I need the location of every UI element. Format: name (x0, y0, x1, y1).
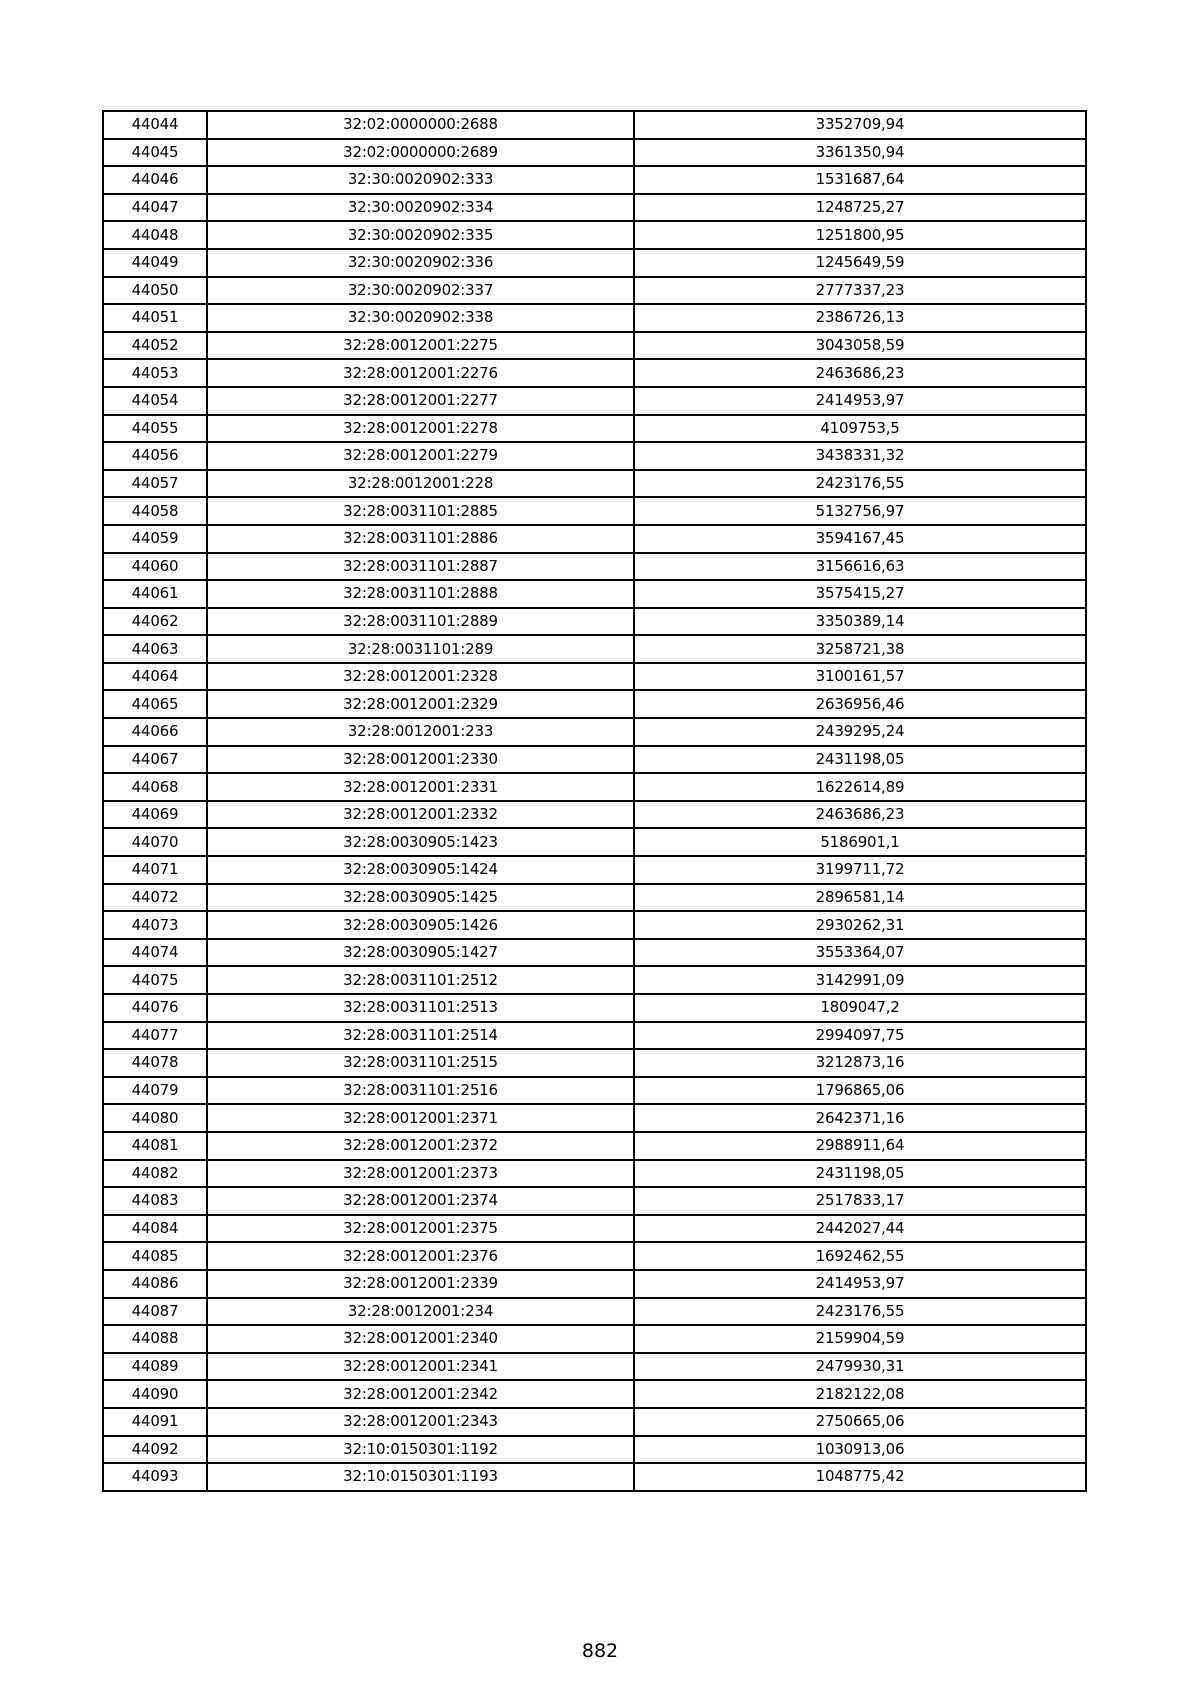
row-number-cell: 44080 (103, 1104, 207, 1132)
cadastral-number-cell: 32:30:0020902:333 (207, 166, 634, 194)
table-row (103, 608, 1086, 636)
cadastral-number-cell: 32:28:0031101:2515 (207, 1049, 634, 1077)
table-row (103, 249, 1086, 277)
row-number-cell: 44044 (103, 111, 207, 139)
table-row (103, 415, 1086, 443)
value-cell: 3199711,72 (634, 856, 1086, 884)
value-cell: 2431198,05 (634, 1160, 1086, 1188)
cadastral-number-cell: 32:28:0012001:2374 (207, 1187, 634, 1215)
value-cell: 5186901,1 (634, 828, 1086, 856)
value-cell: 2930262,31 (634, 911, 1086, 939)
row-number-cell: 44067 (103, 746, 207, 774)
table-body (103, 111, 1086, 1491)
row-number-cell: 44059 (103, 525, 207, 553)
cadastral-number-cell: 32:28:0012001:2376 (207, 1242, 634, 1270)
row-number-cell: 44045 (103, 139, 207, 167)
row-number-cell: 44056 (103, 442, 207, 470)
cadastral-number-cell: 32:28:0031101:2512 (207, 966, 634, 994)
table-row (103, 635, 1086, 663)
table-row (103, 746, 1086, 774)
cadastral-number-cell: 32:28:0012001:2329 (207, 690, 634, 718)
table-row (103, 911, 1086, 939)
cadastral-number-cell: 32:28:0030905:1427 (207, 939, 634, 967)
page-number: 882 (581, 1640, 619, 1662)
table-row (103, 856, 1086, 884)
row-number-cell: 44057 (103, 470, 207, 498)
cadastral-number-cell: 32:28:0012001:2276 (207, 359, 634, 387)
cadastral-number-cell: 32:28:0012001:2330 (207, 746, 634, 774)
cadastral-number-cell: 32:28:0012001:2371 (207, 1104, 634, 1132)
table-row (103, 1353, 1086, 1381)
cadastral-number-cell: 32:28:0012001:228 (207, 470, 634, 498)
row-number-cell: 44077 (103, 1022, 207, 1050)
table-row (103, 1187, 1086, 1215)
cadastral-number-cell: 32:28:0012001:234 (207, 1298, 634, 1326)
table-row (103, 387, 1086, 415)
cadastral-number-cell: 32:28:0012001:2279 (207, 442, 634, 470)
value-cell: 4109753,5 (634, 415, 1086, 443)
value-cell: 3156616,63 (634, 553, 1086, 581)
row-number-cell: 44078 (103, 1049, 207, 1077)
row-number-cell: 44064 (103, 663, 207, 691)
value-cell: 2777337,23 (634, 277, 1086, 305)
table-row (103, 1160, 1086, 1188)
table-row (103, 277, 1086, 305)
value-cell: 1245649,59 (634, 249, 1086, 277)
row-number-cell: 44074 (103, 939, 207, 967)
cadastral-number-cell: 32:28:0031101:2516 (207, 1077, 634, 1105)
row-number-cell: 44091 (103, 1408, 207, 1436)
cadastral-number-cell: 32:10:0150301:1192 (207, 1436, 634, 1464)
table-row (103, 332, 1086, 360)
value-cell: 3350389,14 (634, 608, 1086, 636)
cadastral-number-cell: 32:28:0012001:2278 (207, 415, 634, 443)
value-cell: 2442027,44 (634, 1215, 1086, 1243)
cadastral-number-cell: 32:28:0030905:1423 (207, 828, 634, 856)
value-cell: 2414953,97 (634, 1270, 1086, 1298)
table-row (103, 773, 1086, 801)
table-row (103, 1242, 1086, 1270)
row-number-cell: 44047 (103, 194, 207, 222)
row-number-cell: 44050 (103, 277, 207, 305)
value-cell: 1248725,27 (634, 194, 1086, 222)
value-cell: 3258721,38 (634, 635, 1086, 663)
cadastral-number-cell: 32:28:0031101:2889 (207, 608, 634, 636)
cadastral-number-cell: 32:28:0012001:2343 (207, 1408, 634, 1436)
cadastral-number-cell: 32:30:0020902:335 (207, 221, 634, 249)
row-number-cell: 44049 (103, 249, 207, 277)
data-table (102, 110, 1087, 1492)
cadastral-number-cell: 32:30:0020902:338 (207, 304, 634, 332)
cadastral-number-cell: 32:28:0012001:2342 (207, 1380, 634, 1408)
row-number-cell: 44062 (103, 608, 207, 636)
value-cell: 2159904,59 (634, 1325, 1086, 1353)
value-cell: 3594167,45 (634, 525, 1086, 553)
value-cell: 2750665,06 (634, 1408, 1086, 1436)
table-row (103, 580, 1086, 608)
cadastral-number-cell: 32:28:0012001:2340 (207, 1325, 634, 1353)
cadastral-number-cell: 32:28:0012001:2375 (207, 1215, 634, 1243)
table-row (103, 884, 1086, 912)
value-cell: 2463686,23 (634, 801, 1086, 829)
value-cell: 1531687,64 (634, 166, 1086, 194)
cadastral-number-cell: 32:02:0000000:2689 (207, 139, 634, 167)
cadastral-number-cell: 32:28:0012001:2372 (207, 1132, 634, 1160)
table-row (103, 304, 1086, 332)
value-cell: 2994097,75 (634, 1022, 1086, 1050)
table-row (103, 442, 1086, 470)
table-row (103, 1463, 1086, 1491)
value-cell: 3575415,27 (634, 580, 1086, 608)
row-number-cell: 44072 (103, 884, 207, 912)
table-row (103, 1325, 1086, 1353)
value-cell: 2182122,08 (634, 1380, 1086, 1408)
value-cell: 1048775,42 (634, 1463, 1086, 1491)
value-cell: 3142991,09 (634, 966, 1086, 994)
row-number-cell: 44088 (103, 1325, 207, 1353)
row-number-cell: 44075 (103, 966, 207, 994)
row-number-cell: 44092 (103, 1436, 207, 1464)
value-cell: 2517833,17 (634, 1187, 1086, 1215)
cadastral-number-cell: 32:28:0030905:1425 (207, 884, 634, 912)
table-row (103, 1132, 1086, 1160)
table-row (103, 1022, 1086, 1050)
table-row (103, 553, 1086, 581)
table-row (103, 470, 1086, 498)
row-number-cell: 44084 (103, 1215, 207, 1243)
row-number-cell: 44061 (103, 580, 207, 608)
cadastral-number-cell: 32:28:0031101:2888 (207, 580, 634, 608)
table-row (103, 1298, 1086, 1326)
table-row (103, 994, 1086, 1022)
table-row (103, 1270, 1086, 1298)
value-cell: 3043058,59 (634, 332, 1086, 360)
table-row (103, 1408, 1086, 1436)
table-row (103, 359, 1086, 387)
table-row (103, 1380, 1086, 1408)
cadastral-number-cell: 32:02:0000000:2688 (207, 111, 634, 139)
row-number-cell: 44073 (103, 911, 207, 939)
value-cell: 2414953,97 (634, 387, 1086, 415)
cadastral-number-cell: 32:28:0031101:289 (207, 635, 634, 663)
value-cell: 5132756,97 (634, 497, 1086, 525)
value-cell: 2423176,55 (634, 470, 1086, 498)
value-cell: 3361350,94 (634, 139, 1086, 167)
row-number-cell: 44063 (103, 635, 207, 663)
row-number-cell: 44052 (103, 332, 207, 360)
row-number-cell: 44090 (103, 1380, 207, 1408)
cadastral-number-cell: 32:28:0012001:2373 (207, 1160, 634, 1188)
table-row (103, 166, 1086, 194)
value-cell: 3352709,94 (634, 111, 1086, 139)
cadastral-number-cell: 32:28:0012001:2332 (207, 801, 634, 829)
table-row (103, 1436, 1086, 1464)
table-row (103, 966, 1086, 994)
row-number-cell: 44083 (103, 1187, 207, 1215)
table-row (103, 1215, 1086, 1243)
value-cell: 2636956,46 (634, 690, 1086, 718)
table-row (103, 525, 1086, 553)
table-row (103, 663, 1086, 691)
cadastral-number-cell: 32:28:0012001:2331 (207, 773, 634, 801)
value-cell: 2386726,13 (634, 304, 1086, 332)
cadastral-number-cell: 32:28:0012001:2277 (207, 387, 634, 415)
value-cell: 2431198,05 (634, 746, 1086, 774)
value-cell: 3438331,32 (634, 442, 1086, 470)
cadastral-number-cell: 32:30:0020902:337 (207, 277, 634, 305)
row-number-cell: 44048 (103, 221, 207, 249)
row-number-cell: 44070 (103, 828, 207, 856)
row-number-cell: 44079 (103, 1077, 207, 1105)
value-cell: 1796865,06 (634, 1077, 1086, 1105)
table-row (103, 801, 1086, 829)
cadastral-number-cell: 32:28:0012001:2339 (207, 1270, 634, 1298)
cadastral-number-cell: 32:30:0020902:336 (207, 249, 634, 277)
value-cell: 1030913,06 (634, 1436, 1086, 1464)
row-number-cell: 44068 (103, 773, 207, 801)
value-cell: 1251800,95 (634, 221, 1086, 249)
cadastral-number-cell: 32:28:0012001:233 (207, 718, 634, 746)
value-cell: 2439295,24 (634, 718, 1086, 746)
value-cell: 2642371,16 (634, 1104, 1086, 1132)
row-number-cell: 44071 (103, 856, 207, 884)
cadastral-number-cell: 32:28:0031101:2514 (207, 1022, 634, 1050)
row-number-cell: 44051 (103, 304, 207, 332)
value-cell: 2479930,31 (634, 1353, 1086, 1381)
row-number-cell: 44055 (103, 415, 207, 443)
table-row (103, 939, 1086, 967)
value-cell: 3100161,57 (634, 663, 1086, 691)
table-row (103, 690, 1086, 718)
row-number-cell: 44069 (103, 801, 207, 829)
value-cell: 2463686,23 (634, 359, 1086, 387)
value-cell: 2896581,14 (634, 884, 1086, 912)
cadastral-number-cell: 32:28:0030905:1426 (207, 911, 634, 939)
cadastral-number-cell: 32:28:0012001:2341 (207, 1353, 634, 1381)
cadastral-number-cell: 32:28:0030905:1424 (207, 856, 634, 884)
row-number-cell: 44058 (103, 497, 207, 525)
value-cell: 2988911,64 (634, 1132, 1086, 1160)
table-row (103, 828, 1086, 856)
table-row (103, 139, 1086, 167)
table-row (103, 1049, 1086, 1077)
row-number-cell: 44087 (103, 1298, 207, 1326)
table-row (103, 111, 1086, 139)
table-row (103, 1104, 1086, 1132)
cadastral-number-cell: 32:28:0012001:2328 (207, 663, 634, 691)
row-number-cell: 44066 (103, 718, 207, 746)
row-number-cell: 44082 (103, 1160, 207, 1188)
row-number-cell: 44076 (103, 994, 207, 1022)
row-number-cell: 44089 (103, 1353, 207, 1381)
cadastral-number-cell: 32:28:0031101:2885 (207, 497, 634, 525)
cadastral-number-cell: 32:28:0012001:2275 (207, 332, 634, 360)
row-number-cell: 44093 (103, 1463, 207, 1491)
cadastral-number-cell: 32:28:0031101:2513 (207, 994, 634, 1022)
table-row (103, 497, 1086, 525)
table-row (103, 718, 1086, 746)
value-cell: 3553364,07 (634, 939, 1086, 967)
cadastral-number-cell: 32:28:0031101:2886 (207, 525, 634, 553)
value-cell: 2423176,55 (634, 1298, 1086, 1326)
row-number-cell: 44086 (103, 1270, 207, 1298)
cadastral-number-cell: 32:28:0031101:2887 (207, 553, 634, 581)
value-cell: 3212873,16 (634, 1049, 1086, 1077)
cadastral-number-cell: 32:30:0020902:334 (207, 194, 634, 222)
value-cell: 1809047,2 (634, 994, 1086, 1022)
row-number-cell: 44060 (103, 553, 207, 581)
table-row (103, 1077, 1086, 1105)
row-number-cell: 44085 (103, 1242, 207, 1270)
table-row (103, 221, 1086, 249)
row-number-cell: 44053 (103, 359, 207, 387)
row-number-cell: 44054 (103, 387, 207, 415)
cadastral-number-cell: 32:10:0150301:1193 (207, 1463, 634, 1491)
table-row (103, 194, 1086, 222)
value-cell: 1622614,89 (634, 773, 1086, 801)
row-number-cell: 44046 (103, 166, 207, 194)
row-number-cell: 44081 (103, 1132, 207, 1160)
value-cell: 1692462,55 (634, 1242, 1086, 1270)
row-number-cell: 44065 (103, 690, 207, 718)
